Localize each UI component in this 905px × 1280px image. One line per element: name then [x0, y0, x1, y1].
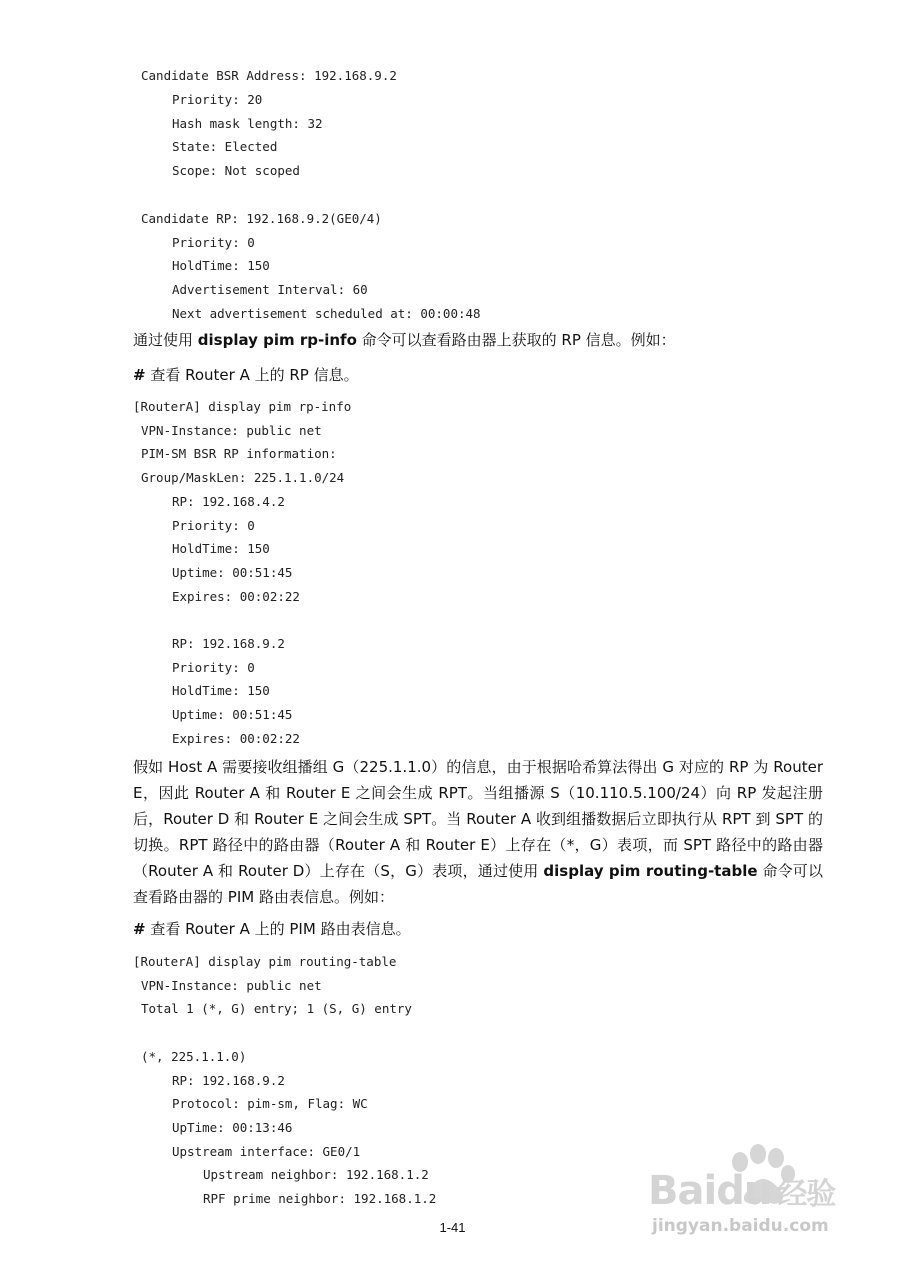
- text: 查看 Router A 上的 PIM 路由表信息。: [145, 920, 411, 938]
- code-line: HoldTime: 150: [172, 258, 270, 274]
- code-line: Uptime: 00:51:45: [172, 707, 293, 723]
- code-line: Candidate RP: 192.168.9.2(GE0/4): [141, 210, 382, 226]
- code-line: Expires: 00:02:22: [172, 730, 300, 746]
- text: 通过使用: [133, 331, 198, 349]
- brand-cn: 经验: [777, 1177, 836, 1212]
- code-line: Priority: 0: [172, 659, 255, 675]
- code-line: Uptime: 00:51:45: [172, 564, 293, 580]
- code-line: RPF prime neighbor: 192.168.1.2: [203, 1191, 437, 1206]
- watermark-url: jingyan.baidu.com: [652, 1216, 829, 1236]
- code-line: Candidate BSR Address: 192.168.9.2: [141, 68, 397, 83]
- code-line: Priority: 0: [172, 517, 255, 533]
- code-line: HoldTime: 150: [172, 683, 270, 699]
- brand-du: du: [716, 1168, 772, 1214]
- paragraph-rp-info-intro: [133, 327, 676, 353]
- code-line: HoldTime: 150: [172, 541, 270, 557]
- command-name: display pim routing-table: [543, 862, 758, 880]
- watermark-brand: [648, 1168, 835, 1214]
- code-line: Next advertisement scheduled at: 00:00:48: [172, 306, 481, 321]
- code-line: (*, 225.1.1.0): [141, 1048, 247, 1064]
- baidu-watermark: [640, 1140, 870, 1240]
- text: 命令可以查看路由器上获取的 RP 信息。例如：: [356, 331, 676, 349]
- code-line: Priority: 0: [172, 234, 255, 250]
- code-line: VPN-Instance: public net: [141, 422, 322, 438]
- hash-mark: #: [133, 366, 146, 384]
- code-line: Protocol: pim-sm, Flag: WC: [172, 1096, 368, 1112]
- code-line: Upstream interface: GE0/1: [172, 1143, 361, 1159]
- code-line: UpTime: 00:13:46: [172, 1119, 293, 1135]
- code-line: Advertisement Interval: 60: [172, 282, 368, 298]
- code-line: [RouterA] display pim rp-info: [133, 399, 352, 414]
- code-line: Scope: Not scoped: [172, 163, 300, 179]
- code-line: Upstream neighbor: 192.168.1.2: [203, 1167, 429, 1183]
- code-line: Priority: 20: [172, 91, 263, 107]
- text: 命令可以查看路由器的 PIM 路由表信息。例如：: [133, 862, 823, 906]
- page-number: 1-41: [439, 1220, 466, 1235]
- heading-view-rp-info: [133, 362, 359, 388]
- command-name: display pim rp-info: [197, 331, 357, 349]
- code-line: Hash mask length: 32: [172, 115, 323, 131]
- code-line: RP: 192.168.4.2: [172, 493, 285, 509]
- hash-mark: #: [133, 920, 146, 938]
- code-line: Total 1 (*, G) entry; 1 (S, G) entry: [141, 1001, 412, 1017]
- text: 假如 Host A 需要接收组播组 G（225.1.1.0）的信息，由于根据哈希算法得出 G 对应的 RP 为 Router E，因此 Router A 和 Router E 之间会生成 RPT。当组播源 S（10.110.5.100/24）向 RP 发起注册后，Router D 和 Router E 之间会生成 SPT。当 Router A 收到组播数据后立即执行从 RPT 到 SPT 的切换。RPT 路径中的路由器（Router A 和 Router E）上存在（*，G）表项，而 SPT 路径中的路由器（Router A 和 Router D）上存在（S，G）表项，通过使用: [133, 758, 823, 880]
- code-line: VPN-Instance: public net: [141, 977, 322, 993]
- code-line: PIM-SM BSR RP information:: [141, 446, 337, 462]
- code-line: RP: 192.168.9.2: [172, 1072, 285, 1088]
- code-line: Group/MaskLen: 225.1.1.0/24: [141, 470, 345, 486]
- code-line: State: Elected: [172, 139, 278, 155]
- code-line: RP: 192.168.9.2: [172, 636, 285, 651]
- code-line: [RouterA] display pim routing-table: [133, 954, 397, 969]
- brand-bai: Bai: [648, 1168, 717, 1214]
- code-line: Expires: 00:02:22: [172, 588, 300, 604]
- text: 查看 Router A 上的 RP 信息。: [145, 366, 359, 384]
- paragraph-rpt-spt-explanation: [133, 754, 823, 910]
- heading-view-pim-routing: [133, 916, 411, 942]
